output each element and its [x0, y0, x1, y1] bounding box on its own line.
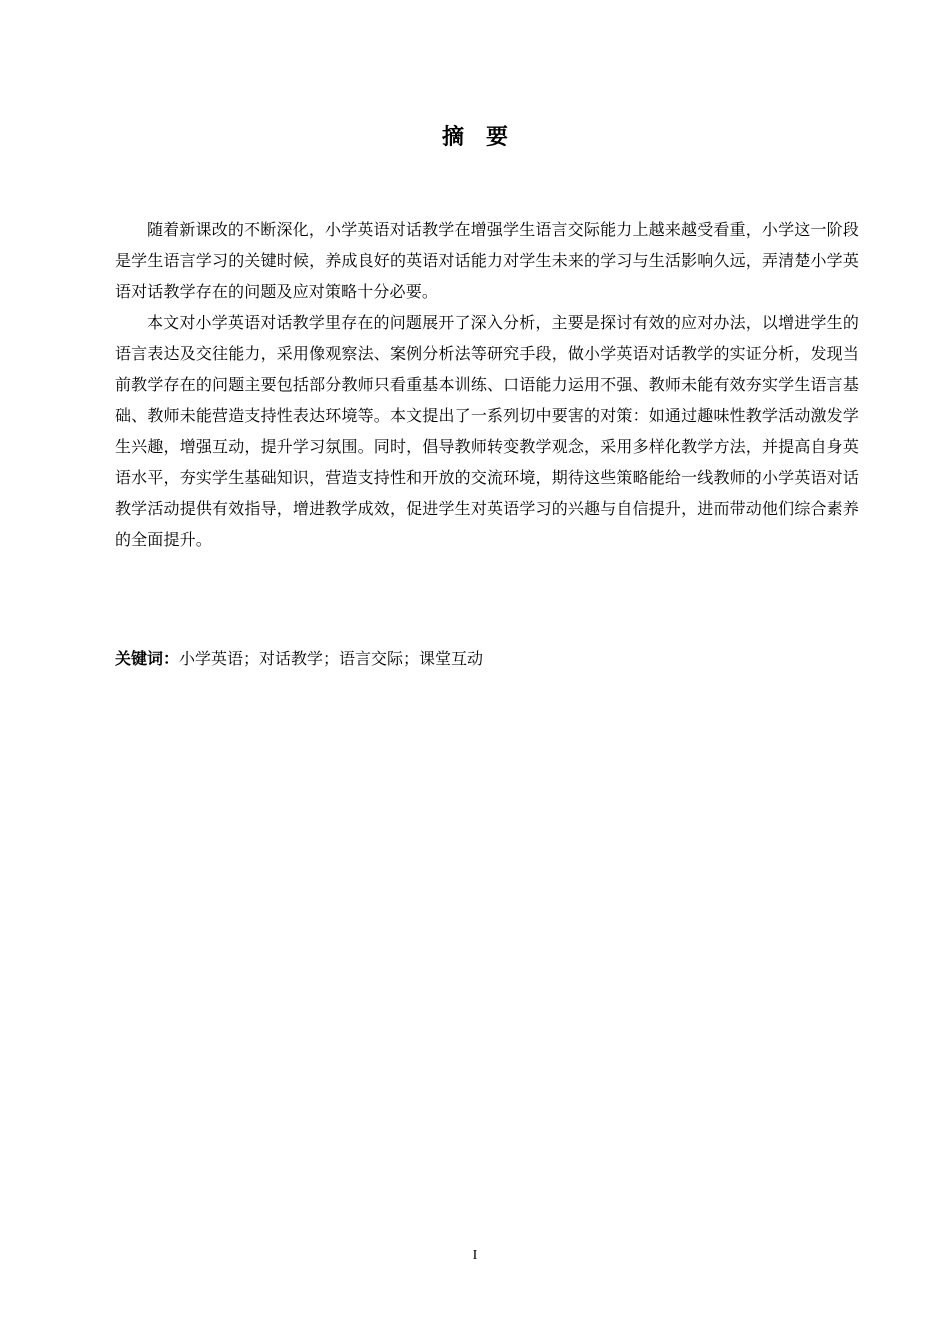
abstract-paragraph-1: 随着新课改的不断深化，小学英语对话教学在增强学生语言交际能力上越来越受看重，小学这一阶段是学生语言学习的关键时候，养成良好的英语对话能力对学生未来的学习与生活影响久远，弄清楚小学英语对话教学存在的问题及应对策略十分必要。 [115, 220, 859, 301]
page-title: 摘要 [441, 125, 530, 150]
page-number: I [472, 1248, 478, 1263]
abstract-paragraph-2: 本文对小学英语对话教学里存在的问题展开了深入分析，主要是探讨有效的应对办法，以增进学生的语言表达及交往能力，采用像观察法、案例分析法等研究手段，做小学英语对话教学的实证分析，发现当前教学存在的问题主要包括部分教师只看重基本训练、口语能力运用不强、教师未能有效夯实学生语言基础、教师未能营造支持性表达环境等。本文提出了一系列切中要害的对策：如通过趣味性教学活动激发学生兴趣，增强互动，提升学习氛围。同时，倡导教师转变教学观念，采用多样化教学方法，并提高自身英语水平，夯实学生基础知识，营造支持性和开放的交流环境，期待这些策略能给一线教师的小学英语对话教学活动提供有效指导，增进教学成效，促进学生对英语学习的兴趣与自信提升，进而带动他们综合素养的全面提升。 [115, 313, 859, 549]
keywords-value: 小学英语；对话教学；语言交际；课堂互动 [179, 649, 484, 668]
abstract-body [115, 214, 859, 555]
keywords-label: 关键词： [115, 649, 180, 668]
keywords [115, 643, 859, 674]
